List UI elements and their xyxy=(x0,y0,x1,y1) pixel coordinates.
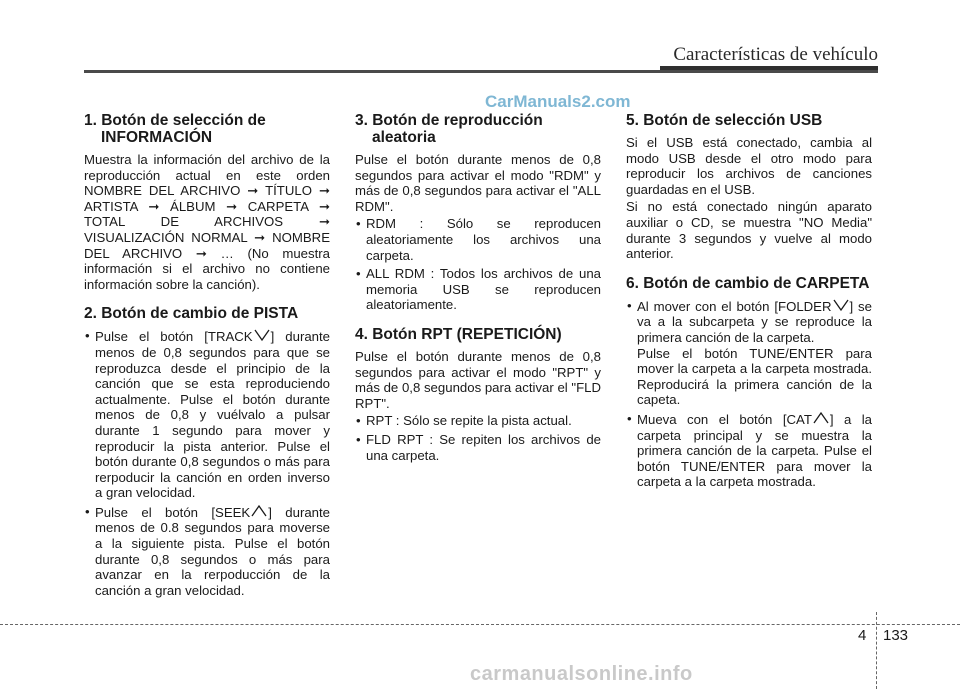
bullet-text-pre: Pulse el botón [TRACK xyxy=(95,329,253,345)
bullet-text-post: ] durante menos de 0.8 segundos para moverse a la siguiente pista. Pulse el botón durante 0,8 segundos o más para avanzar en la rerpoducción de la canción a gran velocidad. xyxy=(95,504,330,598)
footer-rule xyxy=(0,624,960,625)
page-number-divider xyxy=(876,612,877,689)
column-1 xyxy=(84,112,330,611)
bullet-text-pre: Pulse el botón [SEEK xyxy=(95,504,251,520)
list-item xyxy=(626,298,872,408)
section-title-carpeta: 6. Botón de cambio de CARPETA xyxy=(626,274,870,292)
section-title-aleatoria xyxy=(355,112,601,146)
title-line-2: aleatoria xyxy=(372,129,436,146)
bullet-list xyxy=(626,298,872,490)
section-body: Si no está conectado ningún aparato auxiliar o CD, se muestra "NO Media" durante 3 segundos y vuelve al modo anterior. xyxy=(626,199,872,262)
page-number: 133 xyxy=(883,627,909,644)
list-item xyxy=(84,328,330,501)
bullet-text-post: ] a la carpeta principal y se muestra la primera canción de la carpeta. Pulse el botón TUNE/ENTER para mover la carpeta a la carpeta mostrada. xyxy=(637,411,873,490)
bullet-list xyxy=(84,328,330,598)
watermark-bottom: carmanualsonline.info xyxy=(470,663,693,685)
section-usb xyxy=(626,112,872,262)
chevron-down-icon xyxy=(832,298,850,312)
section-title-usb: 5. Botón de selección USB xyxy=(626,112,823,129)
bullet-text-post: ] durante menos de 0,8 segundos para que se reproduzca desde el principio de la canción que se esta reproduciendo actualmente. Pulse el botón durante menos de 0,8 y vuélvalo a pulsar durante 1 segundo para mover y reproducir la pista anterior. Pulse el botón durante 0,8 segundos o más para rerpoducir la canción en orden inverso a gran velocidad. xyxy=(95,329,330,501)
header-rule xyxy=(84,70,878,73)
title-line-1: 3. Botón de reproducción xyxy=(355,112,543,129)
section-title-informacion xyxy=(84,112,330,146)
section-title-pista: 2. Botón de cambio de PISTA xyxy=(84,305,299,323)
bullet-list xyxy=(355,216,601,313)
section-body: Pulse el botón durante menos de 0,8 segundos para activar el modo "RPT" y más de 0,8 segundos para activar el "FLD RPT". xyxy=(355,348,601,411)
section-aleatoria xyxy=(355,112,601,313)
chevron-up-icon xyxy=(812,411,830,425)
chevron-down-icon xyxy=(253,328,271,342)
section-body: Pulse el botón durante menos de 0,8 segundos para activar el modo "RDM" y más de 0,8 segundos para activar el "ALL RDM". xyxy=(355,152,601,214)
chevron-up-icon xyxy=(250,504,268,518)
list-item xyxy=(626,411,872,490)
title-line-1: 1. Botón de selección de xyxy=(84,112,266,129)
chapter-number: 4 xyxy=(858,627,867,644)
title-line-2: INFORMACIÓN xyxy=(101,129,213,146)
section-carpeta xyxy=(626,275,872,490)
bullet-text-post: ] se va a la subcarpeta y se reproduce la primera canción de la carpeta. xyxy=(637,298,872,345)
bullet-continuation: Pulse el botón TUNE/ENTER para mover la carpeta a la carpeta mostrada. Reproducirá la primera canción de la capeta. xyxy=(637,345,872,408)
list-item xyxy=(84,504,330,599)
section-informacion xyxy=(84,112,330,292)
section-body: Muestra la información del archivo de la reproducción actual en este orden NOMBRE DEL ARCHIVO ➞ TÍTULO ➞ ARTISTA ➞ ÁLBUM ➞ CARPETA ➞ TOTAL DE ARCHIVOS ➞ VISUALIZACIÓN NORMAL ➞ NOMBRE DEL ARCHIVO ➞ … (No muestra información si el archivo no contiene información sobre la canción). xyxy=(84,152,330,292)
column-2 xyxy=(355,112,601,476)
section-body: Si el USB está conectado, cambia al modo USB desde el otro modo para reproducir los archivos de canciones guardadas en el USB. xyxy=(626,135,872,197)
bullet-text-pre: Mueva con el botón [CAT xyxy=(637,411,812,427)
section-rpt xyxy=(355,326,601,463)
list-item: • RDM : Sólo se reproducen aleatoriamente los archivos una carpeta. xyxy=(355,216,601,263)
list-item: • ALL RDM : Todos los archivos de una memoria USB se reproducen aleatoriamente. xyxy=(355,266,601,313)
list-item: • RPT : Sólo se repite la pista actual. xyxy=(355,413,601,429)
bullet-text-pre: Al mover con el botón [FOLDER xyxy=(637,298,832,314)
watermark-top: CarManuals2.com xyxy=(485,92,631,111)
page-header-title: Características de vehículo xyxy=(673,44,878,65)
list-item: • FLD RPT : Se repiten los archivos de una carpeta. xyxy=(355,432,601,463)
bullet-list xyxy=(355,413,601,463)
section-pista xyxy=(84,305,330,598)
section-title-rpt: 4. Botón RPT (REPETICIÓN) xyxy=(355,325,562,343)
column-3 xyxy=(626,112,872,503)
